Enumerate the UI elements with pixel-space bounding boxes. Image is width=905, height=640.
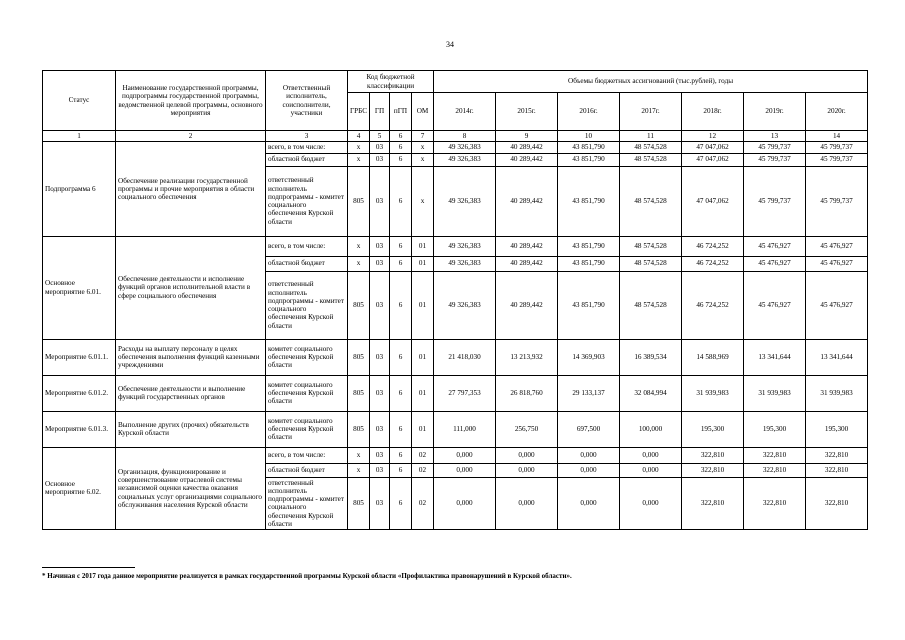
column-index-cell: 3 bbox=[266, 131, 348, 142]
header-year: 2019г. bbox=[744, 93, 806, 131]
amount-cell: 49 326,383 bbox=[434, 166, 496, 236]
column-index-cell: 8 bbox=[434, 131, 496, 142]
header-status: Статус bbox=[43, 71, 116, 131]
amount-cell: 322,810 bbox=[682, 477, 744, 530]
amount-cell: 0,000 bbox=[620, 447, 682, 463]
column-index-cell: 6 bbox=[390, 131, 412, 142]
pgp-cell: 6 bbox=[390, 339, 412, 375]
table-row bbox=[43, 339, 868, 375]
status-cell: Основное мероприятие 6.01. bbox=[43, 236, 116, 339]
grbs-cell: х bbox=[348, 447, 370, 463]
header-gp: ГП bbox=[370, 93, 390, 131]
amount-cell: 0,000 bbox=[434, 463, 496, 477]
responsible-cell: ответственный исполнитель подпрограммы - комитет социального обеспечения Курской области bbox=[266, 166, 348, 236]
table-body bbox=[43, 142, 868, 530]
amount-cell: 48 574,528 bbox=[620, 166, 682, 236]
pgp-cell: 6 bbox=[390, 153, 412, 166]
column-index-cell: 9 bbox=[496, 131, 558, 142]
amount-cell: 43 851,790 bbox=[558, 166, 620, 236]
pgp-cell: 6 bbox=[390, 477, 412, 530]
responsible-cell: всего, в том числе: bbox=[266, 236, 348, 256]
table-row bbox=[43, 142, 868, 153]
amount-cell: 322,810 bbox=[806, 477, 868, 530]
responsible-cell: всего, в том числе: bbox=[266, 447, 348, 463]
amount-cell: 32 084,994 bbox=[620, 375, 682, 411]
amount-cell: 45 799,737 bbox=[744, 153, 806, 166]
column-index-row bbox=[43, 131, 868, 142]
column-index-cell: 12 bbox=[682, 131, 744, 142]
responsible-cell: ответственный исполнитель подпрограммы - комитет социального обеспечения Курской области bbox=[266, 271, 348, 339]
status-cell: Мероприятие 6.01.1. bbox=[43, 339, 116, 375]
program-name-cell: Выполнение других (прочих) обязательств Курской области bbox=[116, 411, 266, 447]
amount-cell: 45 799,737 bbox=[744, 166, 806, 236]
amount-cell: 0,000 bbox=[496, 447, 558, 463]
amount-cell: 100,000 bbox=[620, 411, 682, 447]
gp-cell: 03 bbox=[370, 236, 390, 256]
gp-cell: 03 bbox=[370, 463, 390, 477]
column-index-cell: 7 bbox=[412, 131, 434, 142]
header-year: 2020г. bbox=[806, 93, 868, 131]
amount-cell: 45 476,927 bbox=[744, 256, 806, 271]
amount-cell: 49 326,383 bbox=[434, 153, 496, 166]
pgp-cell: 6 bbox=[390, 142, 412, 153]
amount-cell: 26 818,760 bbox=[496, 375, 558, 411]
grbs-cell: 805 bbox=[348, 411, 370, 447]
column-index-cell: 10 bbox=[558, 131, 620, 142]
amount-cell: 48 574,528 bbox=[620, 256, 682, 271]
amount-cell: 0,000 bbox=[496, 463, 558, 477]
table-row bbox=[43, 411, 868, 447]
table-row bbox=[43, 236, 868, 256]
amount-cell: 40 289,442 bbox=[496, 153, 558, 166]
grbs-cell: 805 bbox=[348, 166, 370, 236]
responsible-cell: комитет социального обеспечения Курской области bbox=[266, 375, 348, 411]
program-name-cell: Обеспечение реализации государственной программы и прочие мероприятия в области социального обеспечения bbox=[116, 142, 266, 236]
gp-cell: 03 bbox=[370, 271, 390, 339]
amount-cell: 40 289,442 bbox=[496, 271, 558, 339]
amount-cell: 40 289,442 bbox=[496, 256, 558, 271]
amount-cell: 43 851,790 bbox=[558, 142, 620, 153]
table-row bbox=[43, 447, 868, 463]
om-cell: 01 bbox=[412, 375, 434, 411]
amount-cell: 0,000 bbox=[496, 477, 558, 530]
amount-cell: 13 213,932 bbox=[496, 339, 558, 375]
amount-cell: 43 851,790 bbox=[558, 236, 620, 256]
amount-cell: 21 418,030 bbox=[434, 339, 496, 375]
amount-cell: 0,000 bbox=[434, 447, 496, 463]
responsible-cell: комитет социального обеспечения Курской области bbox=[266, 339, 348, 375]
amount-cell: 47 047,062 bbox=[682, 153, 744, 166]
amount-cell: 31 939,983 bbox=[682, 375, 744, 411]
amount-cell: 14 588,969 bbox=[682, 339, 744, 375]
program-name-cell: Организация, функционирование и совершенствование отраслевой системы независимой оценки качества оказания социальных услуг организациями социального обслуживания населения Курской области bbox=[116, 447, 266, 530]
responsible-cell: областной бюджет bbox=[266, 153, 348, 166]
status-cell: Основное мероприятие 6.02. bbox=[43, 447, 116, 530]
om-cell: 01 bbox=[412, 236, 434, 256]
grbs-cell: 805 bbox=[348, 375, 370, 411]
amount-cell: 0,000 bbox=[620, 477, 682, 530]
gp-cell: 03 bbox=[370, 375, 390, 411]
table-header bbox=[43, 71, 868, 142]
amount-cell: 697,500 bbox=[558, 411, 620, 447]
column-index-cell: 14 bbox=[806, 131, 868, 142]
amount-cell: 322,810 bbox=[806, 447, 868, 463]
column-index-cell: 13 bbox=[744, 131, 806, 142]
program-name-cell: Обеспечение деятельности и выполнение функций государственных органов bbox=[116, 375, 266, 411]
header-year: 2017г. bbox=[620, 93, 682, 131]
om-cell: 01 bbox=[412, 339, 434, 375]
amount-cell: 40 289,442 bbox=[496, 166, 558, 236]
pgp-cell: 6 bbox=[390, 256, 412, 271]
om-cell: х bbox=[412, 153, 434, 166]
status-cell: Мероприятие 6.01.2. bbox=[43, 375, 116, 411]
amount-cell: 48 574,528 bbox=[620, 271, 682, 339]
gp-cell: 03 bbox=[370, 142, 390, 153]
amount-cell: 27 797,353 bbox=[434, 375, 496, 411]
header-om: ОМ bbox=[412, 93, 434, 131]
amount-cell: 322,810 bbox=[744, 447, 806, 463]
table-row bbox=[43, 375, 868, 411]
grbs-cell: 805 bbox=[348, 339, 370, 375]
pgp-cell: 6 bbox=[390, 447, 412, 463]
gp-cell: 03 bbox=[370, 256, 390, 271]
budget-table bbox=[42, 70, 868, 530]
amount-cell: 48 574,528 bbox=[620, 153, 682, 166]
responsible-cell: ответственный исполнитель подпрограммы - комитет социального обеспечения Курской области bbox=[266, 477, 348, 530]
header-year: 2018г. bbox=[682, 93, 744, 131]
header-pgp: пГП bbox=[390, 93, 412, 131]
om-cell: х bbox=[412, 166, 434, 236]
om-cell: 01 bbox=[412, 271, 434, 339]
amount-cell: 49 326,383 bbox=[434, 271, 496, 339]
responsible-cell: областной бюджет bbox=[266, 256, 348, 271]
om-cell: 02 bbox=[412, 463, 434, 477]
responsible-cell: всего, в том числе: bbox=[266, 142, 348, 153]
amount-cell: 45 476,927 bbox=[806, 271, 868, 339]
pgp-cell: 6 bbox=[390, 463, 412, 477]
amount-cell: 48 574,528 bbox=[620, 236, 682, 256]
status-cell: Мероприятие 6.01.3. bbox=[43, 411, 116, 447]
amount-cell: 47 047,062 bbox=[682, 166, 744, 236]
amount-cell: 47 047,062 bbox=[682, 142, 744, 153]
amount-cell: 49 326,383 bbox=[434, 236, 496, 256]
header-volumes: Объемы бюджетных ассигнований (тыс.рублей), годы bbox=[434, 71, 868, 93]
grbs-cell: х bbox=[348, 153, 370, 166]
header-year: 2014г. bbox=[434, 93, 496, 131]
footnote: * Начиная с 2017 года данное мероприятие реализуется в рамках государственной программы Курской области «Профилактика правонарушений в Курской области». bbox=[42, 572, 572, 580]
column-index-cell: 2 bbox=[116, 131, 266, 142]
column-index-cell: 1 bbox=[43, 131, 116, 142]
pgp-cell: 6 bbox=[390, 236, 412, 256]
amount-cell: 195,300 bbox=[744, 411, 806, 447]
amount-cell: 48 574,528 bbox=[620, 142, 682, 153]
gp-cell: 03 bbox=[370, 339, 390, 375]
amount-cell: 322,810 bbox=[682, 463, 744, 477]
amount-cell: 29 133,137 bbox=[558, 375, 620, 411]
responsible-cell: областной бюджет bbox=[266, 463, 348, 477]
amount-cell: 49 326,383 bbox=[434, 142, 496, 153]
header-grbs: ГРБС bbox=[348, 93, 370, 131]
amount-cell: 46 724,252 bbox=[682, 256, 744, 271]
amount-cell: 0,000 bbox=[558, 463, 620, 477]
amount-cell: 43 851,790 bbox=[558, 271, 620, 339]
om-cell: 02 bbox=[412, 447, 434, 463]
amount-cell: 49 326,383 bbox=[434, 256, 496, 271]
pgp-cell: 6 bbox=[390, 411, 412, 447]
amount-cell: 14 369,903 bbox=[558, 339, 620, 375]
om-cell: 01 bbox=[412, 256, 434, 271]
amount-cell: 0,000 bbox=[558, 447, 620, 463]
amount-cell: 45 476,927 bbox=[744, 271, 806, 339]
amount-cell: 13 341,644 bbox=[744, 339, 806, 375]
amount-cell: 45 476,927 bbox=[744, 236, 806, 256]
footnote-divider bbox=[42, 567, 135, 568]
pgp-cell: 6 bbox=[390, 375, 412, 411]
gp-cell: 03 bbox=[370, 153, 390, 166]
pgp-cell: 6 bbox=[390, 166, 412, 236]
header-year: 2015г. bbox=[496, 93, 558, 131]
grbs-cell: 805 bbox=[348, 271, 370, 339]
amount-cell: 0,000 bbox=[434, 477, 496, 530]
amount-cell: 31 939,983 bbox=[744, 375, 806, 411]
column-index-cell: 11 bbox=[620, 131, 682, 142]
amount-cell: 0,000 bbox=[558, 477, 620, 530]
om-cell: х bbox=[412, 142, 434, 153]
amount-cell: 45 799,737 bbox=[806, 142, 868, 153]
amount-cell: 45 799,737 bbox=[806, 166, 868, 236]
amount-cell: 322,810 bbox=[744, 463, 806, 477]
amount-cell: 111,000 bbox=[434, 411, 496, 447]
amount-cell: 43 851,790 bbox=[558, 153, 620, 166]
pgp-cell: 6 bbox=[390, 271, 412, 339]
amount-cell: 46 724,252 bbox=[682, 236, 744, 256]
gp-cell: 03 bbox=[370, 447, 390, 463]
grbs-cell: х bbox=[348, 463, 370, 477]
gp-cell: 03 bbox=[370, 411, 390, 447]
amount-cell: 46 724,252 bbox=[682, 271, 744, 339]
amount-cell: 13 341,644 bbox=[806, 339, 868, 375]
amount-cell: 45 799,737 bbox=[806, 153, 868, 166]
amount-cell: 256,750 bbox=[496, 411, 558, 447]
amount-cell: 322,810 bbox=[806, 463, 868, 477]
amount-cell: 40 289,442 bbox=[496, 236, 558, 256]
program-name-cell: Обеспечение деятельности и исполнение функций органов исполнительной власти в сфере социального обеспечения bbox=[116, 236, 266, 339]
grbs-cell: х bbox=[348, 256, 370, 271]
page-number: 34 bbox=[446, 40, 454, 49]
program-name-cell: Расходы на выплату персоналу в целях обеспечения выполнения функций казенными учреждениями bbox=[116, 339, 266, 375]
responsible-cell: комитет социального обеспечения Курской области bbox=[266, 411, 348, 447]
amount-cell: 31 939,983 bbox=[806, 375, 868, 411]
amount-cell: 40 289,442 bbox=[496, 142, 558, 153]
gp-cell: 03 bbox=[370, 477, 390, 530]
header-name: Наименование государственной программы, подпрограммы государственной программы, ведомственной целевой программы, основного мероприятия bbox=[116, 71, 266, 131]
column-index-cell: 5 bbox=[370, 131, 390, 142]
header-code-group: Код бюджетной классификации bbox=[348, 71, 434, 93]
amount-cell: 45 476,927 bbox=[806, 256, 868, 271]
grbs-cell: х bbox=[348, 142, 370, 153]
header-responsible: Ответственный исполнитель, соисполнители, участники bbox=[266, 71, 348, 131]
amount-cell: 45 799,737 bbox=[744, 142, 806, 153]
grbs-cell: 805 bbox=[348, 477, 370, 530]
header-year: 2016г. bbox=[558, 93, 620, 131]
amount-cell: 0,000 bbox=[620, 463, 682, 477]
om-cell: 02 bbox=[412, 477, 434, 530]
amount-cell: 322,810 bbox=[682, 447, 744, 463]
amount-cell: 43 851,790 bbox=[558, 256, 620, 271]
gp-cell: 03 bbox=[370, 166, 390, 236]
status-cell: Подпрограмма 6 bbox=[43, 142, 116, 236]
amount-cell: 195,300 bbox=[806, 411, 868, 447]
amount-cell: 322,810 bbox=[744, 477, 806, 530]
grbs-cell: х bbox=[348, 236, 370, 256]
amount-cell: 195,300 bbox=[682, 411, 744, 447]
amount-cell: 45 476,927 bbox=[806, 236, 868, 256]
om-cell: 01 bbox=[412, 411, 434, 447]
amount-cell: 16 389,534 bbox=[620, 339, 682, 375]
column-index-cell: 4 bbox=[348, 131, 370, 142]
